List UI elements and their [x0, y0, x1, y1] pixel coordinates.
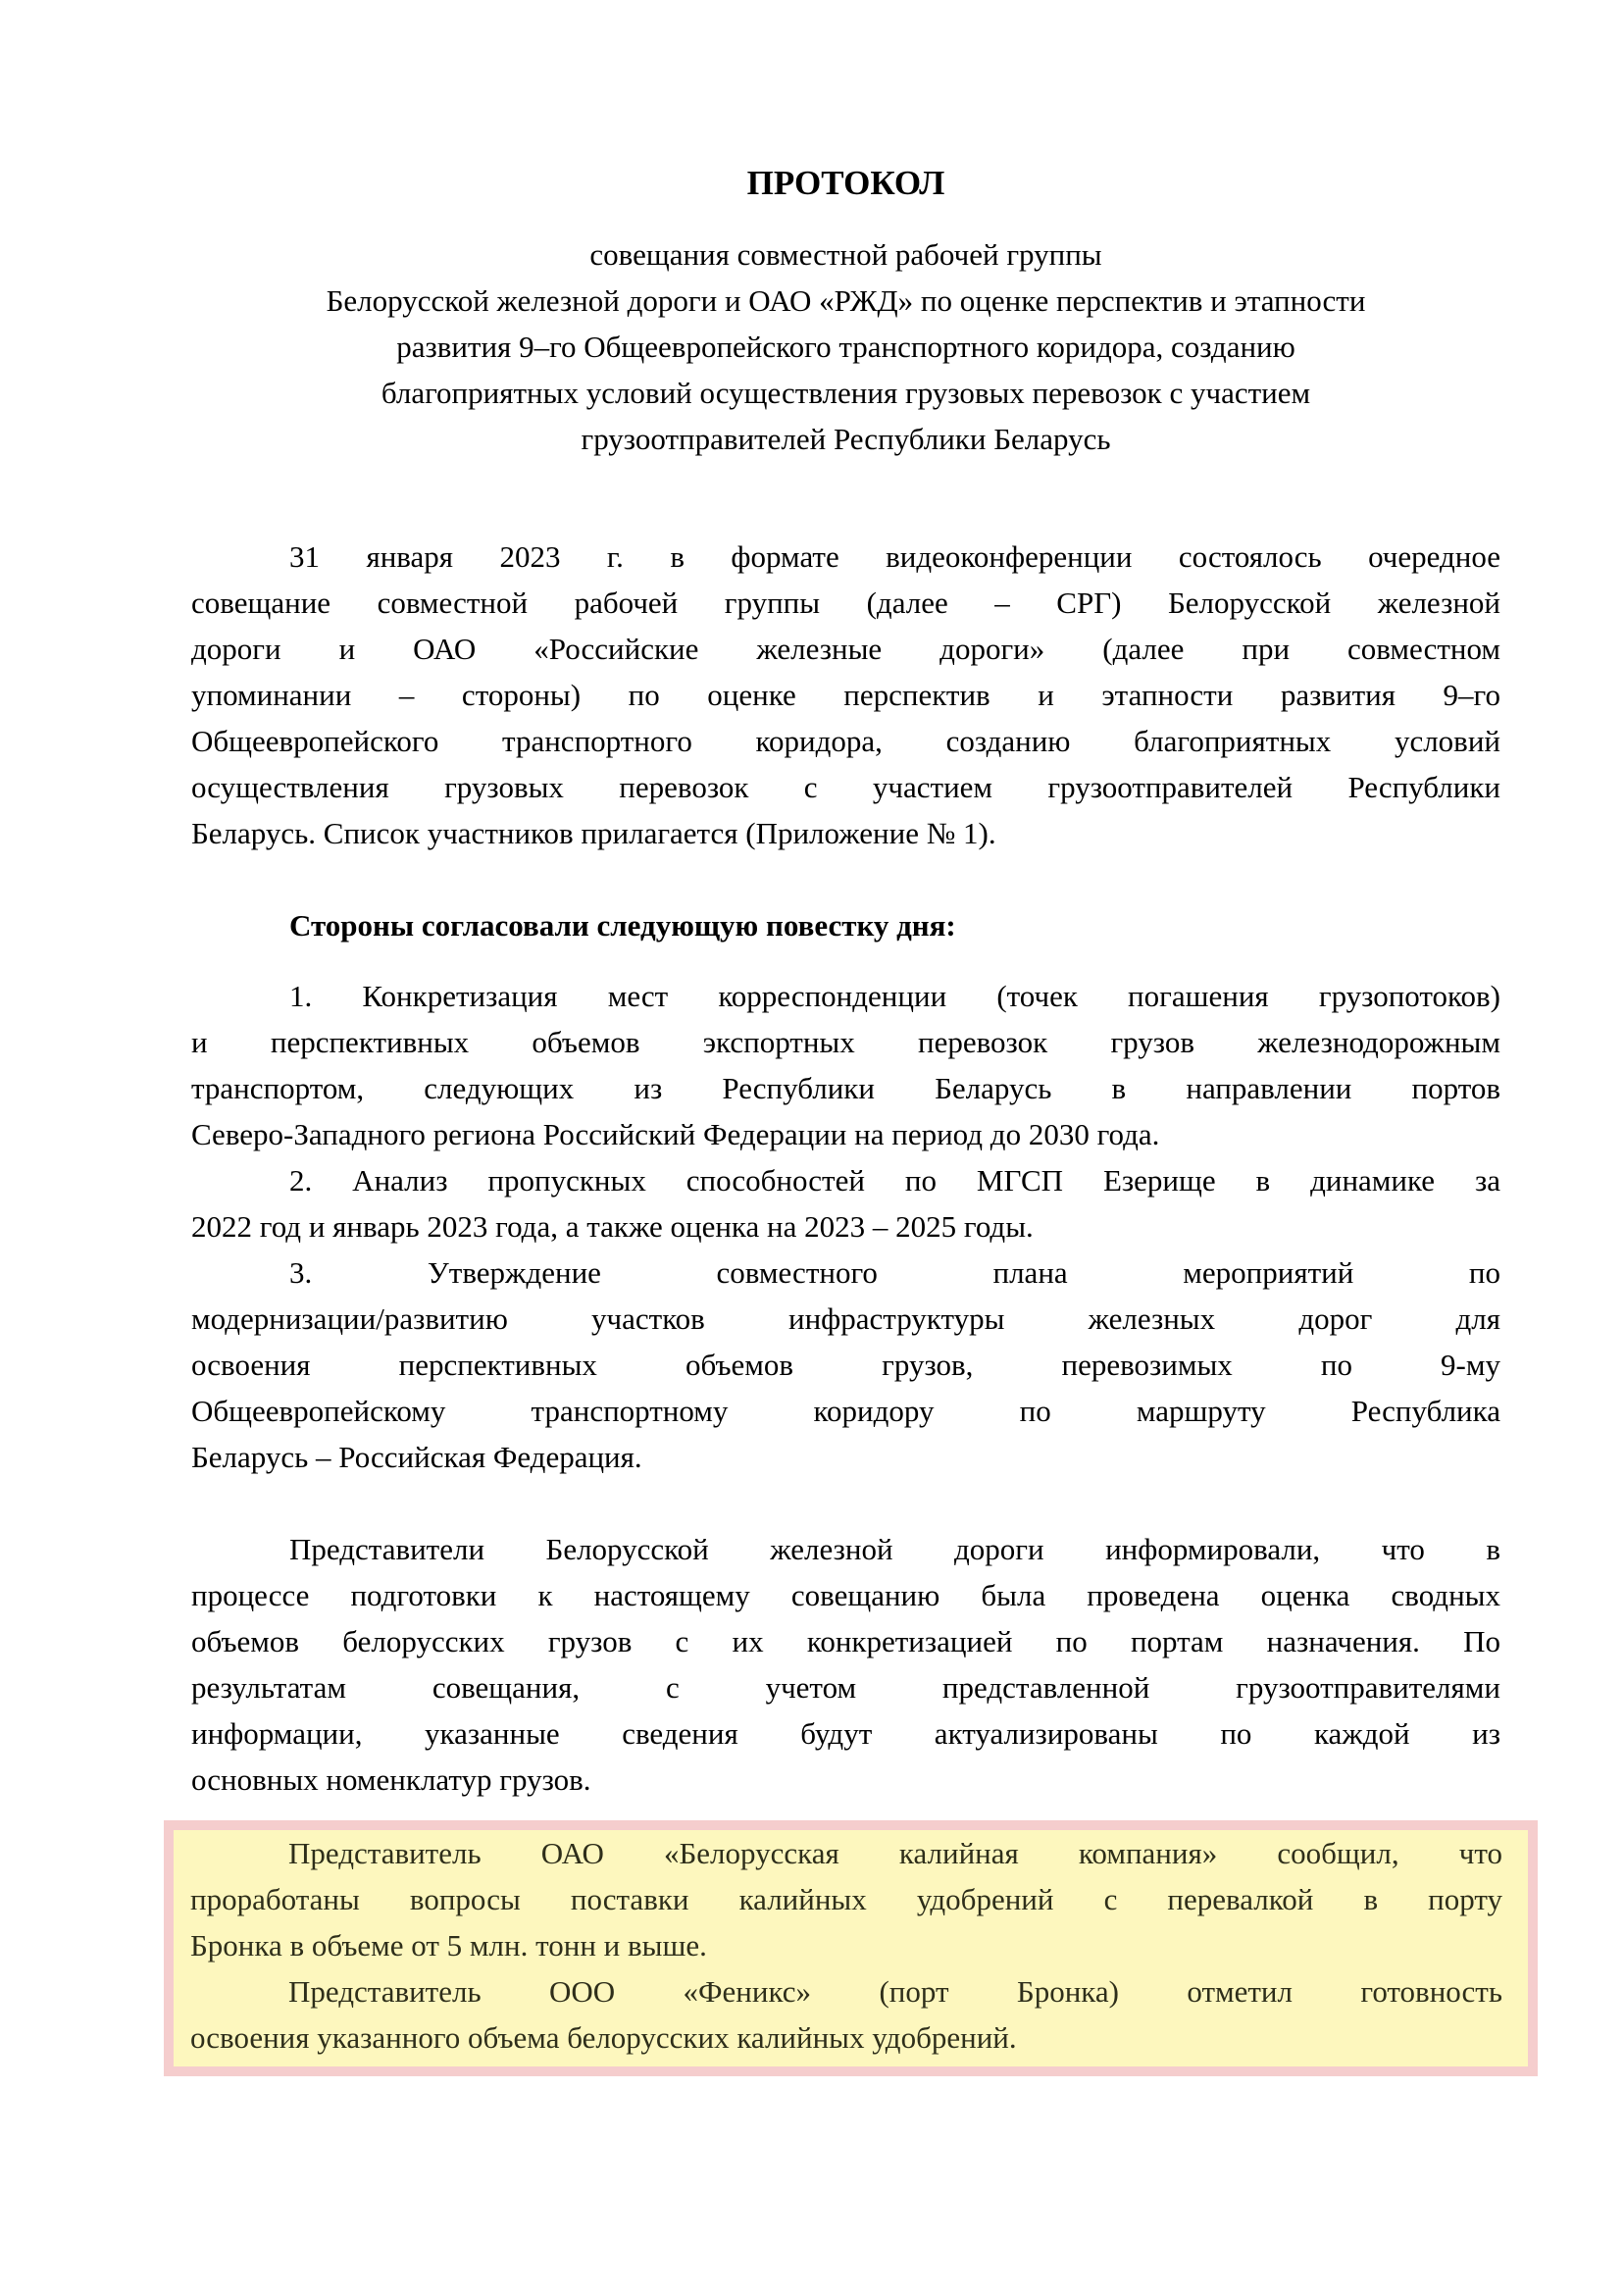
highlighted-passage: [164, 1820, 1538, 2076]
text-line: освоения указанного объема белорусских калийных удобрений.: [190, 2020, 1017, 2055]
subtitle-line: развития 9–го Общеевропейского транспортного коридора, созданию: [396, 330, 1295, 364]
subtitle-line: грузоотправителей Республики Беларусь: [581, 422, 1111, 456]
text-line: процессе подготовки к настоящему совещанию была проведена оценка сводных: [191, 1578, 1500, 1612]
text-line: объемов белорусских грузов с их конкретизацией по портам назначения. По: [191, 1624, 1500, 1658]
text-line: информации, указанные сведения будут актуализированы по каждой из: [191, 1716, 1500, 1751]
text-line: упоминании – стороны) по оценке перспектив и этапности развития 9–го: [191, 678, 1500, 712]
text-line: проработаны вопросы поставки калийных удобрений с перевалкой в порту: [190, 1882, 1502, 1916]
document-subtitle: [191, 231, 1500, 462]
agenda-items: [191, 973, 1500, 1480]
text-line: Общеевропейскому транспортному коридору по маршруту Республика: [191, 1394, 1500, 1428]
text-line: Представитель ООО «Феникс» (порт Бронка) отметил готовность: [288, 1974, 1502, 2009]
text-line: 3. Утверждение совместного плана мероприятий по: [289, 1255, 1500, 1290]
highlight-paragraph: [190, 1830, 1502, 1968]
text-line: осуществления грузовых перевозок с участием грузоотправителей Республики: [191, 770, 1500, 804]
text-line: 1. Конкретизация мест корреспонденции (точек погашения грузопотоков): [289, 979, 1500, 1013]
text-line: 2. Анализ пропускных способностей по МГСП Езерище в динамике за: [289, 1163, 1500, 1198]
text-line: и перспективных объемов экспортных перевозок грузов железнодорожным: [191, 1025, 1500, 1059]
body-paragraph: [191, 1526, 1500, 1803]
intro-paragraph: [191, 534, 1500, 856]
text-line: Северо-Западного региона Российский Федерации на период до 2030 года.: [191, 1117, 1160, 1151]
text-line: дороги и ОАО «Российские железные дороги» (далее при совместном: [191, 632, 1500, 666]
subtitle-line: Белорусской железной дороги и ОАО «РЖД» по оценке перспектив и этапности: [326, 283, 1366, 318]
text-line: Общеевропейского транспортного коридора, созданию благоприятных условий: [191, 724, 1500, 758]
text-line: результатам совещания, с учетом представленной грузоотправителями: [191, 1670, 1500, 1705]
text-line: Представители Белорусской железной дороги информировали, что в: [289, 1532, 1500, 1566]
document-title: ПРОТОКОЛ: [746, 164, 945, 202]
text-line: Представитель ОАО «Белорусская калийная компания» сообщил, что: [288, 1836, 1502, 1870]
text-line: Беларусь. Список участников прилагается (Приложение № 1).: [191, 816, 996, 850]
subtitle-line: совещания совместной рабочей группы: [589, 237, 1102, 272]
text-line: Бронка в объеме от 5 млн. тонн и выше.: [190, 1928, 707, 1963]
text-line: 2022 год и январь 2023 года, а также оценка на 2023 – 2025 годы.: [191, 1209, 1034, 1244]
text-line: модернизации/развитию участков инфраструктуры железных дорог для: [191, 1301, 1500, 1336]
text-line: 31 января 2023 г. в формате видеоконференции состоялось очередное: [289, 539, 1500, 574]
text-line: основных номенклатур грузов.: [191, 1762, 591, 1797]
text-line: Беларусь – Российская Федерация.: [191, 1440, 642, 1474]
agenda-heading: Стороны согласовали следующую повестку дня:: [289, 908, 956, 943]
text-line: транспортом, следующих из Республики Беларусь в направлении портов: [191, 1071, 1500, 1105]
subtitle-line: благоприятных условий осуществления грузовых перевозок с участием: [381, 376, 1311, 410]
text-line: освоения перспективных объемов грузов, перевозимых по 9-му: [191, 1348, 1500, 1382]
agenda-item: [191, 973, 1500, 1157]
text-line: совещание совместной рабочей группы (далее – СРГ) Белорусской железной: [191, 586, 1500, 620]
agenda-item: [191, 1157, 1500, 1249]
highlight-paragraph: [190, 1968, 1502, 2061]
agenda-item: [191, 1249, 1500, 1480]
